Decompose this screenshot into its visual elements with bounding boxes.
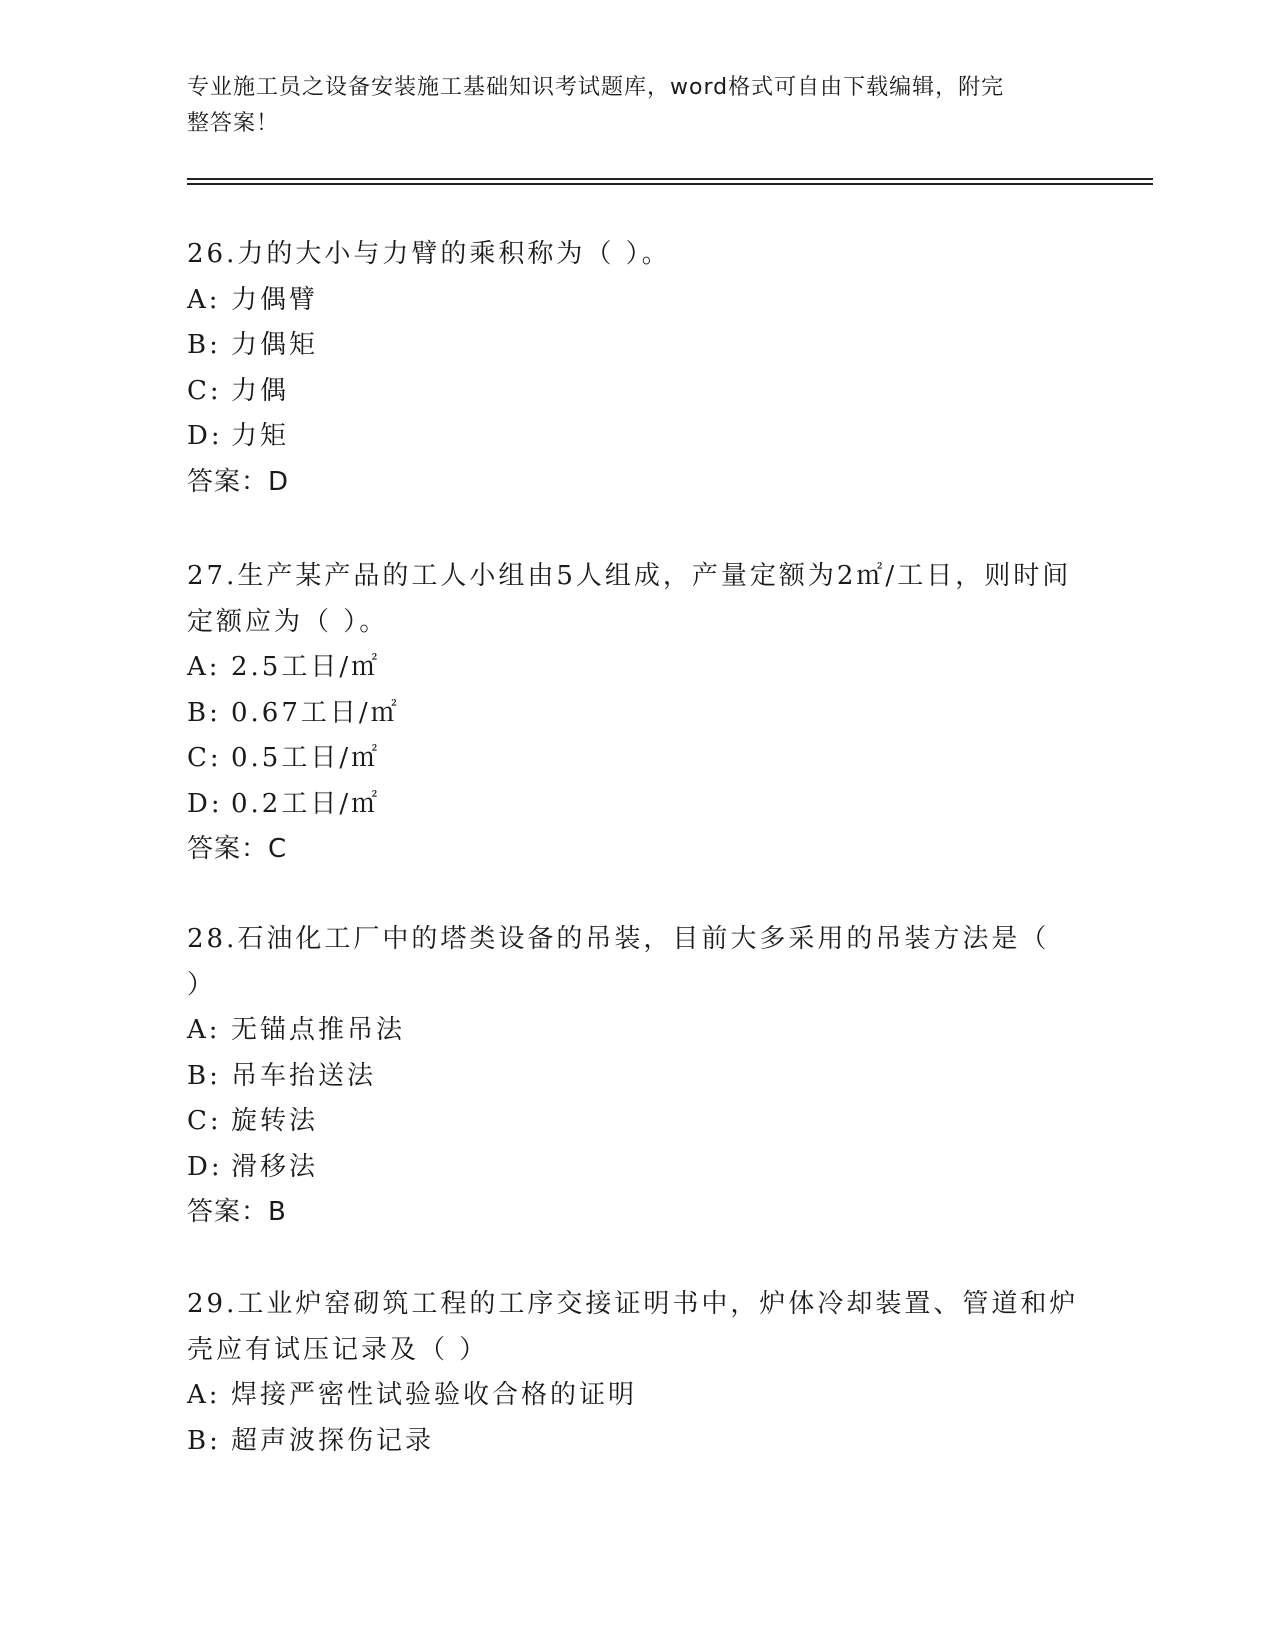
question-26 [187, 232, 1087, 505]
option-text: 力偶矩 [231, 330, 319, 360]
option-key: A: [187, 284, 221, 315]
question-27 [187, 554, 1087, 873]
header-divider-top [187, 178, 1153, 180]
option-b [187, 1054, 1087, 1100]
option-b [187, 691, 1087, 737]
option-text: 吊车抬送法 [231, 1060, 377, 1091]
header-divider-bottom [187, 183, 1153, 185]
option-key: C: [187, 1106, 222, 1136]
option-key: D: [187, 1151, 223, 1182]
answer-line: 答案：D [187, 466, 290, 497]
option-key: C: [187, 375, 222, 406]
question-28 [187, 917, 1087, 1236]
option-d [187, 1145, 1087, 1191]
option-key: C: [187, 743, 222, 773]
question-stem-line-2: ） [187, 969, 217, 1000]
option-b [187, 1419, 1087, 1465]
option-d [187, 414, 1087, 460]
question-stem-line-1: 29.工业炉窑砌筑工程的工序交接证明书中，炉体冷却装置、管道和炉 [187, 1289, 1079, 1319]
option-text: 超声波探伤记录 [231, 1425, 435, 1456]
option-key: A: [187, 652, 221, 682]
option-c [187, 736, 1087, 782]
option-text: 力矩 [231, 421, 290, 451]
document-header [187, 70, 1067, 142]
question-stem: 26.力的大小与力臂的乘积称为（ ）。 [187, 239, 671, 269]
question-stem-line-2: 定额应为（ ）。 [187, 606, 389, 637]
option-key: B: [187, 330, 221, 360]
option-key: A: [187, 1380, 221, 1410]
option-b [187, 323, 1087, 369]
option-text: 0.5工日/㎡ [231, 743, 381, 773]
option-c [187, 369, 1087, 415]
option-key: B: [187, 1060, 221, 1091]
option-key: A: [187, 1015, 221, 1045]
option-key: B: [187, 697, 221, 728]
option-a [187, 1373, 1087, 1419]
option-text: 力偶 [231, 375, 290, 406]
question-stem-line-1: 27.生产某产品的工人小组由5人组成，产量定额为2㎡/工日，则时间 [187, 561, 1072, 591]
option-a [187, 278, 1087, 324]
option-text: 无锚点推吊法 [231, 1015, 406, 1045]
answer-line: 答案：B [187, 1197, 287, 1227]
question-stem-line-2: 壳应有试压记录及（ ） [187, 1334, 489, 1365]
question-stem-line-1: 28.石油化工厂中的塔类设备的吊装，目前大多采用的吊装方法是（ [187, 924, 1050, 954]
option-c [187, 1099, 1087, 1145]
question-29 [187, 1282, 1087, 1464]
option-a [187, 1008, 1087, 1054]
option-text: 旋转法 [231, 1106, 319, 1136]
option-text: 力偶臂 [231, 284, 319, 315]
header-line-1: 专业施工员之设备安装施工基础知识考试题库，word格式可自由下载编辑，附完 [187, 75, 1005, 100]
option-text: 滑移法 [231, 1151, 319, 1182]
option-key: D: [187, 421, 223, 451]
option-text: 0.67工日/㎡ [231, 697, 400, 728]
option-text: 0.2工日/㎡ [231, 788, 381, 819]
option-a [187, 645, 1087, 691]
option-text: 2.5工日/㎡ [231, 652, 381, 682]
option-key: D: [187, 788, 223, 819]
option-d [187, 782, 1087, 828]
option-key: B: [187, 1425, 221, 1456]
header-line-2: 整答案！ [187, 111, 280, 136]
option-text: 焊接严密性试验验收合格的证明 [231, 1380, 638, 1410]
answer-line: 答案：C [187, 834, 288, 864]
